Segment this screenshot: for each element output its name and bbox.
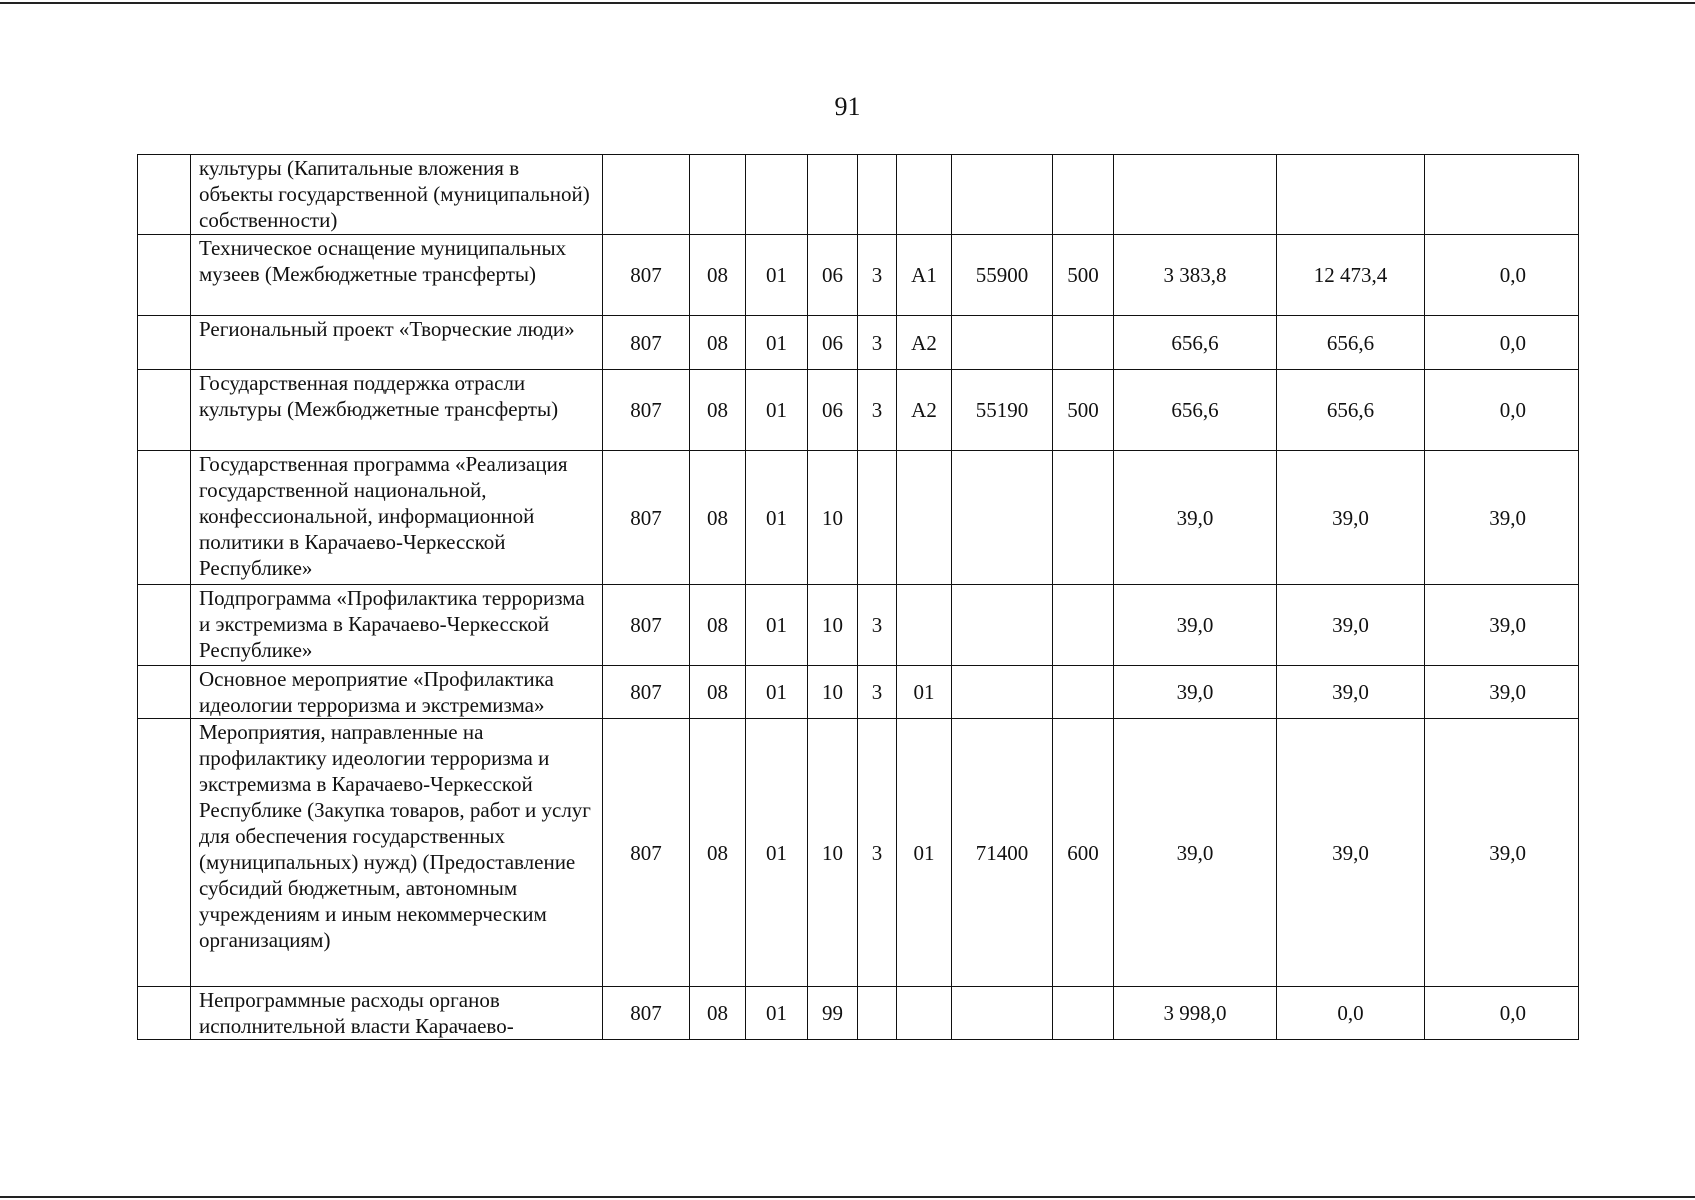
code-direction: 55190: [952, 370, 1053, 451]
code-project: [897, 451, 952, 585]
code-ministry: 807: [603, 451, 690, 585]
row-index-cell: [138, 719, 191, 987]
amount-year-3: 0,0: [1425, 235, 1579, 316]
code-subsection: 01: [746, 316, 808, 370]
page-number: 91: [834, 92, 861, 121]
code-ministry: 807: [603, 370, 690, 451]
code-direction: [952, 316, 1053, 370]
table-body: [138, 155, 1579, 1040]
amount-year-2: 0,0: [1277, 987, 1425, 1040]
code-section: 08: [690, 987, 746, 1040]
code-ministry: 807: [603, 666, 690, 719]
code-subprogram: 3: [858, 585, 897, 666]
code-subsection: [746, 155, 808, 235]
code-direction: [952, 987, 1053, 1040]
code-subprogram: 3: [858, 666, 897, 719]
code-program: 06: [808, 235, 858, 316]
row-index-cell: [138, 451, 191, 585]
amount-year-1: 3 998,0: [1114, 987, 1277, 1040]
code-project: [897, 155, 952, 235]
table-row: [138, 155, 1579, 235]
code-section: 08: [690, 585, 746, 666]
code-section: 08: [690, 235, 746, 316]
amount-year-2: 656,6: [1277, 316, 1425, 370]
row-description: Региональный проект «Творческие люди»: [191, 316, 603, 370]
amount-year-3: [1425, 155, 1579, 235]
amount-year-1: 3 383,8: [1114, 235, 1277, 316]
row-description: Непрограммные расходы органов исполнительной власти Карачаево-: [191, 987, 603, 1040]
code-subsection: 01: [746, 666, 808, 719]
table-row: [138, 316, 1579, 370]
code-subprogram: [858, 451, 897, 585]
code-section: 08: [690, 370, 746, 451]
amount-year-1: [1114, 155, 1277, 235]
table-row: [138, 370, 1579, 451]
amount-year-3: 0,0: [1425, 987, 1579, 1040]
code-direction: 55900: [952, 235, 1053, 316]
code-section: 08: [690, 316, 746, 370]
row-description: Государственная поддержка отрасли культуры (Межбюджетные трансферты): [191, 370, 603, 451]
code-program: 99: [808, 987, 858, 1040]
code-direction: [952, 155, 1053, 235]
row-index-cell: [138, 370, 191, 451]
table-row: [138, 719, 1579, 987]
amount-year-3: 39,0: [1425, 451, 1579, 585]
code-ministry: [603, 155, 690, 235]
amount-year-1: 656,6: [1114, 316, 1277, 370]
row-description: Подпрограмма «Профилактика терроризма и экстремизма в Карачаево-Черкесской Республике»: [191, 585, 603, 666]
code-expense-type: [1053, 666, 1114, 719]
amount-year-1: 39,0: [1114, 451, 1277, 585]
row-description: Мероприятия, направленные на профилактику идеологии терроризма и экстремизма в Карачаево-Черкесской Республике (Закупка товаров, работ и услуг для обеспечения государственных (муниципальных) нужд) (Предоставление субсидий бюджетным, автономным учреждениям и иным некоммерческим организациям): [191, 719, 603, 987]
code-project: А2: [897, 316, 952, 370]
row-index-cell: [138, 316, 191, 370]
table-row: [138, 585, 1579, 666]
code-ministry: 807: [603, 987, 690, 1040]
table-row: [138, 666, 1579, 719]
amount-year-2: [1277, 155, 1425, 235]
amount-year-2: 39,0: [1277, 451, 1425, 585]
amount-year-3: 39,0: [1425, 666, 1579, 719]
code-expense-type: 500: [1053, 370, 1114, 451]
amount-year-2: 12 473,4: [1277, 235, 1425, 316]
code-project: [897, 987, 952, 1040]
row-description: Основное мероприятие «Профилактика идеологии терроризма и экстремизма»: [191, 666, 603, 719]
code-program: 10: [808, 585, 858, 666]
table-row: [138, 987, 1579, 1040]
code-ministry: 807: [603, 585, 690, 666]
code-direction: [952, 451, 1053, 585]
code-subprogram: [858, 987, 897, 1040]
code-direction: [952, 666, 1053, 719]
row-index-cell: [138, 666, 191, 719]
code-subprogram: 3: [858, 235, 897, 316]
code-subsection: 01: [746, 451, 808, 585]
amount-year-1: 39,0: [1114, 666, 1277, 719]
amount-year-1: 656,6: [1114, 370, 1277, 451]
code-expense-type: [1053, 451, 1114, 585]
code-program: 06: [808, 316, 858, 370]
amount-year-3: 39,0: [1425, 719, 1579, 987]
code-section: 08: [690, 451, 746, 585]
code-project: А2: [897, 370, 952, 451]
code-section: 08: [690, 666, 746, 719]
row-index-cell: [138, 235, 191, 316]
code-subprogram: [858, 155, 897, 235]
amount-year-3: 39,0: [1425, 585, 1579, 666]
code-ministry: 807: [603, 235, 690, 316]
code-expense-type: 500: [1053, 235, 1114, 316]
code-program: 10: [808, 451, 858, 585]
code-subsection: 01: [746, 370, 808, 451]
code-subprogram: 3: [858, 719, 897, 987]
row-description: Государственная программа «Реализация государственной национальной, конфессиональной, информационной политики в Карачаево-Черкесской Республике»: [191, 451, 603, 585]
code-section: 08: [690, 719, 746, 987]
code-expense-type: [1053, 316, 1114, 370]
code-section: [690, 155, 746, 235]
code-project: [897, 585, 952, 666]
code-ministry: 807: [603, 316, 690, 370]
code-program: 10: [808, 666, 858, 719]
code-program: 10: [808, 719, 858, 987]
code-direction: 71400: [952, 719, 1053, 987]
code-subsection: 01: [746, 987, 808, 1040]
table-row: [138, 235, 1579, 316]
amount-year-3: 0,0: [1425, 316, 1579, 370]
code-project: 01: [897, 719, 952, 987]
code-subprogram: 3: [858, 316, 897, 370]
row-index-cell: [138, 987, 191, 1040]
code-expense-type: [1053, 987, 1114, 1040]
code-direction: [952, 585, 1053, 666]
code-program: [808, 155, 858, 235]
code-expense-type: [1053, 155, 1114, 235]
code-subprogram: 3: [858, 370, 897, 451]
code-subsection: 01: [746, 719, 808, 987]
amount-year-1: 39,0: [1114, 585, 1277, 666]
amount-year-2: 656,6: [1277, 370, 1425, 451]
code-expense-type: [1053, 585, 1114, 666]
code-project: А1: [897, 235, 952, 316]
table-row: [138, 451, 1579, 585]
row-index-cell: [138, 155, 191, 235]
scan-edge-bottom: [0, 1196, 1695, 1198]
row-description: культуры (Капитальные вложения в объекты государственной (муниципальной) собственности): [191, 155, 603, 235]
code-program: 06: [808, 370, 858, 451]
code-ministry: 807: [603, 719, 690, 987]
scan-edge-top: [0, 2, 1695, 4]
row-index-cell: [138, 585, 191, 666]
amount-year-2: 39,0: [1277, 666, 1425, 719]
amount-year-2: 39,0: [1277, 585, 1425, 666]
code-subsection: 01: [746, 585, 808, 666]
code-expense-type: 600: [1053, 719, 1114, 987]
budget-table: [137, 154, 1579, 1040]
row-description: Техническое оснащение муниципальных музеев (Межбюджетные трансферты): [191, 235, 603, 316]
amount-year-3: 0,0: [1425, 370, 1579, 451]
code-subsection: 01: [746, 235, 808, 316]
amount-year-1: 39,0: [1114, 719, 1277, 987]
amount-year-2: 39,0: [1277, 719, 1425, 987]
code-project: 01: [897, 666, 952, 719]
